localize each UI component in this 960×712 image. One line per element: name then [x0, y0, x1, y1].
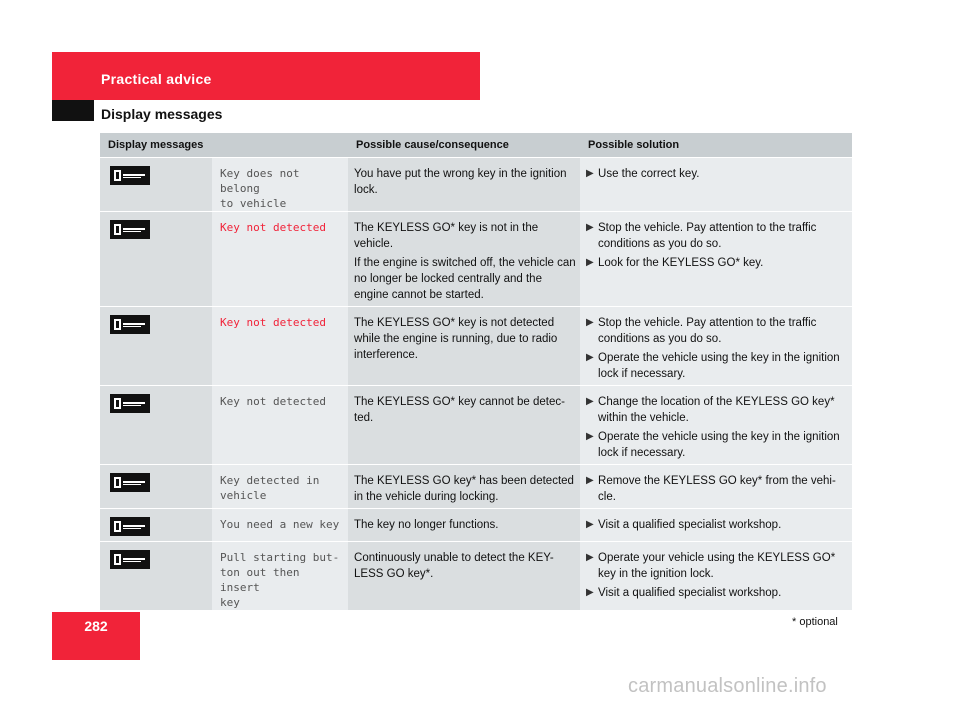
table-row: [100, 212, 852, 307]
table-header-row: [100, 133, 852, 158]
section-title: Practical advice: [101, 71, 212, 87]
page-number: 282: [84, 618, 108, 634]
arrow-right-icon: ▶: [586, 317, 594, 328]
display-message-text: Key not detected: [212, 212, 348, 307]
cause-text: You have put the wrong key in the ignition lock.: [354, 168, 567, 196]
solution-item: [586, 517, 848, 533]
cause-cell: [348, 158, 580, 212]
solution-item: [586, 255, 848, 271]
table-row: [100, 542, 852, 611]
table-row: [100, 386, 852, 465]
table-row: [100, 158, 852, 212]
arrow-right-icon: ▶: [586, 257, 594, 268]
key-icon: [110, 166, 150, 185]
solution-cell: [580, 509, 852, 542]
solution-item: [586, 315, 848, 347]
cause-cell: [348, 542, 580, 611]
solution-cell: [580, 212, 852, 307]
solution-text: Operate the vehicle using the key in the ignition lock if necessary.: [598, 431, 840, 459]
display-message-text: Key not detected: [212, 307, 348, 386]
arrow-right-icon: ▶: [586, 475, 594, 486]
cause-cell: [348, 509, 580, 542]
column-header-display-messages: Display messages: [100, 133, 348, 158]
cause-text: The KEYLESS GO* key is not detected while the engine is running, due to radio interference.: [354, 317, 558, 361]
solution-text: Use the correct key.: [598, 168, 700, 180]
column-header-solution: Possible solution: [580, 133, 852, 158]
table-row: [100, 509, 852, 542]
cause-text: The KEYLESS GO* key is not in the vehicle.: [354, 222, 539, 250]
arrow-right-icon: ▶: [586, 352, 594, 363]
solution-text: Remove the KEYLESS GO key* from the vehi-cle.: [598, 475, 836, 503]
display-icon-cell: [100, 509, 212, 542]
arrow-right-icon: ▶: [586, 431, 594, 442]
solution-cell: [580, 158, 852, 212]
watermark: carmanualsonline.info: [628, 675, 827, 697]
display-message-text: You need a new key: [212, 509, 348, 542]
arrow-right-icon: ▶: [586, 222, 594, 233]
solution-cell: [580, 386, 852, 465]
solution-text: Stop the vehicle. Pay attention to the traffic conditions as you do so.: [598, 317, 817, 345]
solution-item: [586, 550, 848, 582]
solution-item: [586, 350, 848, 382]
solution-item: [586, 429, 848, 461]
solution-text: Look for the KEYLESS GO* key.: [598, 257, 764, 269]
solution-item: [586, 166, 848, 182]
key-icon: [110, 394, 150, 413]
cause-cell: [348, 307, 580, 386]
arrow-right-icon: ▶: [586, 519, 594, 530]
key-icon: [110, 315, 150, 334]
solution-text: Operate your vehicle using the KEYLESS GO* key in the ignition lock.: [598, 552, 836, 580]
cause-text: The key no longer functions.: [354, 519, 499, 531]
display-message-text: Key not detected: [212, 386, 348, 465]
column-header-cause: Possible cause/consequence: [348, 133, 580, 158]
cause-cell: [348, 386, 580, 465]
cause-cell: [348, 212, 580, 307]
arrow-right-icon: ▶: [586, 396, 594, 407]
display-message-text: Pull starting but- ton out then insert key: [212, 542, 348, 611]
solution-text: Change the location of the KEYLESS GO key* within the vehicle.: [598, 396, 835, 424]
cause-text: The KEYLESS GO key* has been detected in the vehicle during locking.: [354, 475, 574, 503]
solution-cell: [580, 542, 852, 611]
solution-text: Stop the vehicle. Pay attention to the traffic conditions as you do so.: [598, 222, 817, 250]
solution-item: [586, 585, 848, 601]
solution-cell: [580, 465, 852, 509]
display-message-text: Key does not belong to vehicle: [212, 158, 348, 212]
solution-text: Operate the vehicle using the key in the ignition lock if necessary.: [598, 352, 840, 380]
solution-item: [586, 220, 848, 252]
arrow-right-icon: ▶: [586, 587, 594, 598]
arrow-right-icon: ▶: [586, 552, 594, 563]
table-body: [100, 158, 852, 611]
solution-cell: [580, 307, 852, 386]
display-icon-cell: [100, 542, 212, 611]
display-icon-cell: [100, 158, 212, 212]
key-icon: [110, 517, 150, 536]
display-messages-table: [100, 133, 852, 611]
key-icon: [110, 473, 150, 492]
header-marker: [52, 100, 94, 121]
display-icon-cell: [100, 307, 212, 386]
page-subtitle: Display messages: [101, 106, 223, 122]
cause-text: The KEYLESS GO* key cannot be detec-ted.: [354, 396, 565, 424]
cause-text: Continuously unable to detect the KEY-LESS GO key*.: [354, 552, 554, 580]
key-icon: [110, 550, 150, 569]
table-row: [100, 465, 852, 509]
footnote: * optional: [792, 616, 838, 628]
solution-item: [586, 473, 848, 505]
solution-text: Visit a qualified specialist workshop.: [598, 519, 782, 531]
cause-text: If the engine is switched off, the vehicle can no longer be locked centrally and the engine cannot be started.: [354, 257, 576, 301]
cause-cell: [348, 465, 580, 509]
solution-item: [586, 394, 848, 426]
display-icon-cell: [100, 212, 212, 307]
table-row: [100, 307, 852, 386]
key-icon: [110, 220, 150, 239]
display-message-text: Key detected in vehicle: [212, 465, 348, 509]
solution-text: Visit a qualified specialist workshop.: [598, 587, 782, 599]
arrow-right-icon: ▶: [586, 168, 594, 179]
display-icon-cell: [100, 465, 212, 509]
display-icon-cell: [100, 386, 212, 465]
